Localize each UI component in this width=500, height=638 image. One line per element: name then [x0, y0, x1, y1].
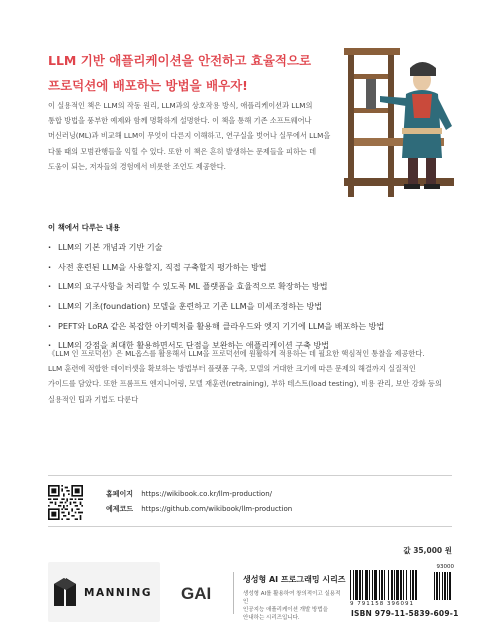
homepage-row: [106, 487, 292, 502]
description-paragraph: [48, 346, 458, 407]
barcode-addon-bar: [442, 572, 443, 600]
bullet-dot-icon: ·: [48, 261, 52, 272]
list-item: [48, 261, 384, 281]
publisher-logo-box: [48, 562, 160, 622]
barcode-bar: [384, 570, 385, 600]
barcode-bar: [412, 570, 414, 600]
series-desc-line: 인공지능 애플리케이션 개발 방법을: [243, 607, 328, 613]
barcode-bar: [374, 570, 377, 600]
example-code-label: 예제코드: [106, 505, 134, 513]
qr-code[interactable]: [48, 485, 83, 520]
series-desc-line: 생성형 AI를 활용하여 창의적이고 실용적인: [243, 591, 341, 605]
barcode-bar: [410, 570, 411, 600]
barcode-bar: [379, 570, 380, 600]
list-item-text: PEFT와 LoRA 같은 복잡한 아키텍처를 활용해 클라우드와 엣지 기기에 LLM을 배포하는 방법: [58, 320, 385, 331]
barcode-bar: [369, 570, 370, 600]
list-item: [48, 241, 384, 261]
headline: [48, 48, 338, 98]
intro-line: 통합 방법을 풍부한 예제와 함께 명확하게 설명한다. 이 책을 통해 기존 소프트웨어나: [48, 116, 312, 126]
list-item-text: 사전 훈련된 LLM을 사용할지, 직접 구축할지 평가하는 방법: [58, 261, 267, 272]
list-item-text: LLM의 강점을 최대한 활용하면서도 단점을 보완하는 애플리케이션 구축 방법: [58, 340, 330, 351]
barcode-bar: [350, 570, 351, 600]
intro-line: 도움이 되는, 저자들의 경험에서 비롯한 조언도 제공한다.: [48, 161, 226, 171]
gai-series-logo-icon: [177, 573, 222, 613]
bullet-dot-icon: ·: [48, 320, 52, 331]
list-item-text: LLM의 기초(foundation) 모델을 훈련하고 기존 LLM을 미세조정하는 방법: [58, 301, 323, 312]
barcode-bar: [362, 570, 363, 600]
description-line: 《LLM 인 프로덕션》은 ML옵스를 활용해서 LLM을 프로덕션에 원활하게 적용하는 데 필요한 핵심적인 통찰을 제공한다.: [48, 349, 425, 358]
barcode-addon-bar: [439, 572, 440, 600]
barcode-bar: [381, 570, 383, 600]
list-item-text: LLM의 요구사항을 처리할 수 있도록 ML 플랫폼을 효율적으로 확장하는 방법: [58, 281, 328, 292]
barcode-bar: [400, 570, 402, 600]
list-item: [48, 300, 384, 320]
barcode-addon-bar: [444, 572, 446, 600]
isbn: ISBN 979-11-5839-609-1: [351, 609, 459, 618]
barcode-bar: [388, 570, 389, 600]
barcode-addon-bar: [449, 572, 451, 600]
bullet-dot-icon: ·: [48, 281, 52, 292]
feature-list: [48, 241, 384, 359]
section-label: 이 책에서 다루는 내용: [48, 223, 120, 232]
barcode-bar: [353, 570, 354, 600]
bullet-dot-icon: ·: [48, 242, 52, 252]
bullet-dot-icon: ·: [48, 340, 52, 351]
barcode-bar: [365, 570, 368, 600]
intro-line: 이 실용적인 책은 LLM의 작동 원리, LLM과의 상호작용 방식, 애플리케이션과 LLM의: [48, 101, 313, 110]
publisher-name: MANNING: [84, 587, 152, 599]
barcode-bar: [355, 570, 358, 600]
bullet-dot-icon: ·: [48, 301, 52, 312]
example-code-row: [106, 502, 292, 517]
barcode-bar: [391, 570, 393, 600]
vertical-divider: [233, 572, 234, 614]
list-item: [48, 280, 384, 300]
homepage-link[interactable]: https://wikibook.co.kr/llm-production/: [141, 490, 272, 498]
barcode-addon-bar: [436, 572, 438, 600]
barcode-bar: [394, 570, 395, 600]
example-code-link[interactable]: https://github.com/wikibook/llm-production: [141, 505, 293, 513]
barcode-bar: [372, 570, 373, 600]
barcode-digits: 9 791158 396091: [350, 601, 414, 607]
series-title: 생성형 AI 프로그래밍 시리즈: [243, 575, 346, 584]
homepage-label: 홈페이지: [106, 490, 134, 498]
description-line: 실용적인 팁과 기법도 다룬다: [48, 394, 139, 404]
barcode-addon-digits: 93000: [436, 564, 454, 570]
list-item-text: LLM의 기본 개념과 기반 기술: [58, 242, 163, 252]
barcode-bar: [403, 570, 404, 600]
barcode-bar: [406, 570, 407, 600]
divider: [48, 475, 452, 476]
intro-line: 머신러닝(ML)과 비교해 LLM이 무엇이 다른지 이해하고, 연구실을 벗어나 실무에서 LLM을: [48, 131, 331, 141]
price: 값 35,000 원: [403, 546, 452, 555]
divider: [48, 526, 452, 527]
links-block: [106, 487, 292, 517]
gai-logo-text: GAI: [181, 584, 212, 603]
intro-line: 다룰 때의 모범관행들을 익힐 수 있다. 또한 이 책은 흔히 발생하는 문제들을 피하는 데: [48, 146, 317, 156]
description-line: 가이드를 담았다. 또한 프롬프트 엔지니어링, 모델 재훈련(retraining), 부하 테스트(load testing), 비용 관리, 보안 강화 등의: [48, 379, 442, 389]
barcode-bar: [359, 570, 361, 600]
barcode-bar: [415, 570, 417, 600]
intro-paragraph: [48, 98, 366, 174]
headline-line-1: LLM 기반 애플리케이션을 안전하고 효율적으로: [48, 53, 312, 68]
series-description: [243, 590, 343, 622]
description-line: LLM 훈련에 적합한 데이터셋을 확보하는 방법부터 플랫폼 구축, 모델의 거대한 크기에 따른 문제의 해결까지 실질적인: [48, 364, 416, 374]
barcode-addon-bar: [447, 572, 448, 600]
barcode-bar: [396, 570, 399, 600]
headline-line-2: 프로덕션에 배포하는 방법을 배우자!: [48, 78, 248, 93]
series-desc-line: 안내하는 시리즈입니다.: [243, 615, 300, 621]
list-item: [48, 320, 384, 340]
barcode-addon-bar: [434, 572, 435, 600]
barcode: [350, 564, 454, 608]
